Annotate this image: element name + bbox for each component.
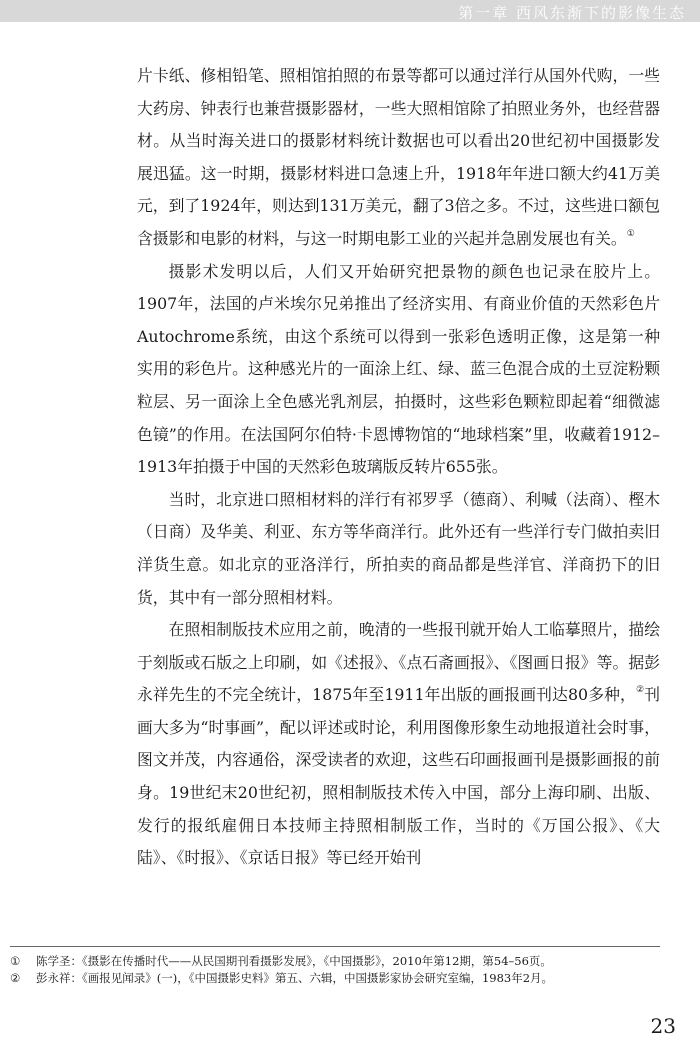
footnotes <box>10 953 690 987</box>
chapter-title: 第一章 西风东渐下的影像生态 <box>458 4 686 22</box>
paragraph-1: 片卡纸、修相铅笔、照相馆拍照的布景等都可以通过洋行从国外代购，一些大药房、钟表行也兼营摄影器材，一些大照相馆除了拍照业务外，也经营器材。从当时海关进口的摄影材料统计数据也可以看出20世纪初中国摄影发展迅猛。这一时期，摄影材料进口急速上升，1918年年进口额大约41万美元，到了1924年，则达到131万美元，翻了3倍之多。不过，这些进口额包含摄影和电影的材料，与这一时期电影工业的兴起并急剧发展也有关。① <box>137 66 660 248</box>
footnote-2 <box>10 970 690 987</box>
page-number: 23 <box>650 1014 676 1038</box>
footnote-mark: ① <box>10 954 21 968</box>
footnote-mark: ② <box>10 971 21 985</box>
footnote-divider <box>10 946 660 947</box>
paragraph-3: 当时，北京进口照相材料的洋行有祁罗孚（德商）、利喊（法商）、樫木（日商）及华美、利亚、东方等华商洋行。此外还有一些洋行专门做拍卖旧洋货生意。如北京的亚洛洋行，所拍卖的商品都是些洋官、洋商扔下的旧货，其中有一部分照相材料。 <box>137 489 660 607</box>
footnote-text: 彭永祥：《画报见闻录》(一)，《中国摄影史料》第五、六辑，中国摄影家协会研究室编，1983年2月。 <box>36 971 554 985</box>
footnote-ref-1[interactable]: ① <box>626 228 635 239</box>
footnote-ref-2[interactable]: ② <box>635 685 645 696</box>
footnote-1 <box>10 953 690 970</box>
body-text <box>137 60 660 875</box>
paragraph-4: 在照相制版技术应用之前，晚清的一些报刊就开始人工临摹照片，描绘于刻版或石版之上印刷，如《述报》、《点石斋画报》、《图画日报》等。据彭永祥先生的不完全统计，1875年至1911年出版的画报画刊达80多种，②刊画大多为“时事画”，配以评述或时论，利用图像形象生动地报道社会时事，图文并茂，内容通俗，深受读者的欢迎，这些石印画报画刊是摄影画报的前身。19世纪末20世纪初，照相制版技术传入中国，部分上海印刷、出版、发行的报纸雇佣日本技师主持照相制版工作，当时的《万国公报》、《大陆》、《时报》、《京话日报》等已经开始刊 <box>137 620 660 868</box>
footnote-text: 陈学圣：《摄影在传播时代——从民国期刊看摄影发展》，《中国摄影》，2010年第12期，第54–56页。 <box>36 954 552 968</box>
running-header <box>0 0 700 22</box>
paragraph-2: 摄影术发明以后，人们又开始研究把景物的颜色也记录在胶片上。1907年，法国的卢米埃尔兄弟推出了经济实用、有商业价值的天然彩色片Autochrome系统，由这个系统可以得到一张彩色透明正像，这是第一种实用的彩色片。这种感光片的一面涂上红、绿、蓝三色混合成的土豆淀粉颗粒层、另一面涂上全色感光乳剂层，拍摄时，这些彩色颗粒即起着“细微滤色镜”的作用。在法国阿尔伯特·卡恩博物馆的“地球档案”里，收藏着1912–1913年拍摄于中国的天然彩色玻璃版反转片655张。 <box>137 261 660 477</box>
